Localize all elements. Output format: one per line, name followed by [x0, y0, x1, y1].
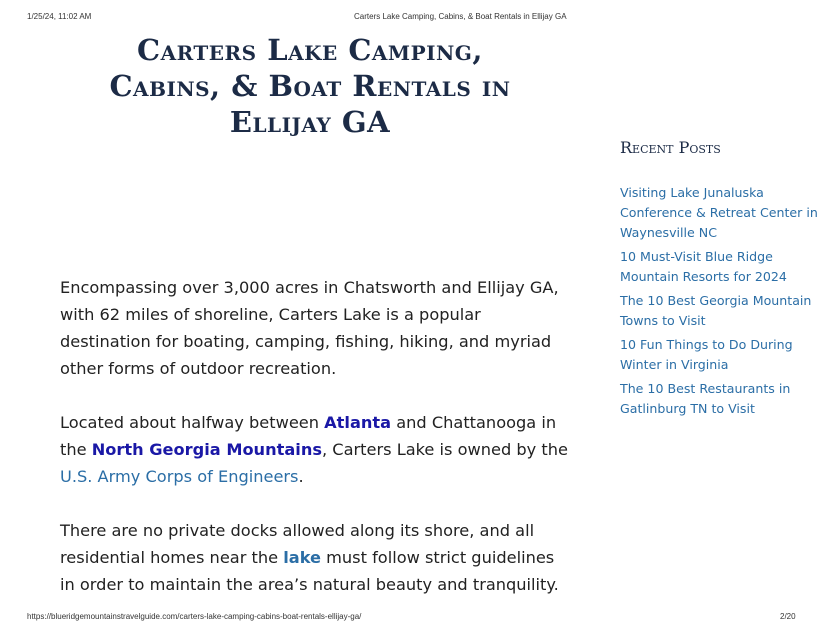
print-datetime: 1/25/24, 11:02 AM: [27, 12, 92, 21]
army-corps-link[interactable]: U.S. Army Corps of Engineers: [60, 467, 299, 486]
lake-link[interactable]: lake: [283, 548, 321, 567]
recent-posts-list: [620, 183, 820, 419]
paragraph-intro: Encompassing over 3,000 acres in Chatsworth and Ellijay GA, with 62 miles of shoreline, Carters Lake is a popular destination for boating, camping, fishing, hiking, and myriad other forms of outdoor recreation.: [60, 278, 559, 378]
recent-post-link[interactable]: The 10 Best Restaurants in Gatlinburg TN to Visit: [620, 381, 791, 416]
recent-post-link[interactable]: 10 Fun Things to Do During Winter in Virginia: [620, 337, 793, 372]
recent-post-item: [620, 291, 820, 331]
north-georgia-mountains-link[interactable]: North Georgia Mountains: [91, 440, 322, 459]
print-header: [0, 12, 825, 26]
recent-posts-heading: Recent Posts: [620, 138, 721, 157]
article-title-line-1: Carters Lake Camping,: [137, 33, 483, 67]
recent-post-link[interactable]: 10 Must-Visit Blue Ridge Mountain Resorts for 2024: [620, 249, 787, 284]
recent-post-item: [620, 183, 820, 243]
article-title-line-2: Cabins, & Boat Rentals in: [109, 69, 511, 103]
paragraph-text: There are no private docks allowed along its shore, and all residential homes near the: [60, 521, 535, 567]
recent-post-link[interactable]: Visiting Lake Junaluska Conference & Retreat Center in Waynesville NC: [620, 185, 818, 240]
paragraph-text: and Chattanooga in the: [60, 413, 557, 459]
print-page-number: 2/20: [780, 612, 796, 621]
paragraph-text: must follow strict guidelines in order to maintain the area’s natural beauty and tranquility.: [60, 548, 559, 594]
recent-post-item: [620, 379, 820, 419]
paragraph-text: .: [298, 467, 304, 486]
paragraph-location: [60, 409, 570, 490]
article-body: [60, 274, 570, 625]
sidebar-recent-posts: [620, 139, 820, 423]
paragraph-text: , Carters Lake is owned by the: [321, 440, 568, 459]
article-title: [60, 32, 560, 140]
paragraph-text: Located about halfway between: [60, 413, 325, 432]
print-page-title: Carters Lake Camping, Cabins, & Boat Rentals in Ellijay GA: [354, 12, 567, 21]
recent-post-item: [620, 247, 820, 287]
paragraph-docks: [60, 517, 570, 598]
print-url: https://blueridgemountainstravelguide.com/carters-lake-camping-cabins-boat-rentals-ellijay-ga/: [27, 612, 362, 621]
recent-post-link[interactable]: The 10 Best Georgia Mountain Towns to Visit: [620, 293, 812, 328]
article-title-line-3: Ellijay GA: [229, 105, 391, 139]
atlanta-link[interactable]: Atlanta: [324, 413, 392, 432]
recent-post-item: [620, 335, 820, 375]
